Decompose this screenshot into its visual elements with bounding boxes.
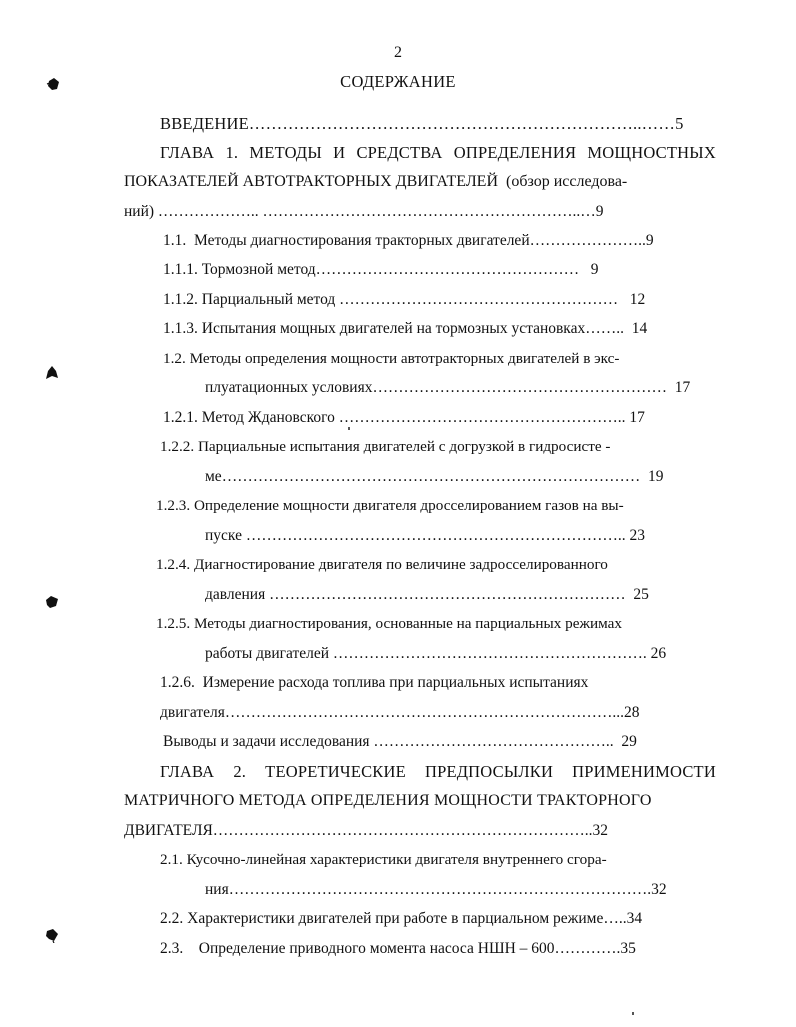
toc-chapter-1-line-1: [160, 143, 716, 163]
scan-speck: [632, 1012, 634, 1015]
word: МОЩНОСТНЫХ: [587, 143, 716, 162]
toc-entry-1-1-3: 1.1.3. Испытания мощных двигателей на тормозных установках…….. 14: [163, 320, 648, 337]
toc-entry-1-2-6-line-1: 1.2.6. Измерение расхода топлива при парциальных испытаниях: [160, 674, 589, 691]
binding-hole-mark-icon: [44, 365, 60, 381]
toc-entry-1-2-4-line-1: 1.2.4. Диагностирование двигателя по величине задросселированного: [156, 556, 608, 573]
word: ОПРЕДЕЛЕНИЯ: [453, 143, 577, 162]
toc-chapter-2-line-2: МАТРИЧНОГО МЕТОДА ОПРЕДЕЛЕНИЯ МОЩНОСТИ ТРАКТОРНОГО: [124, 792, 652, 809]
toc-chapter-2-line-1: [160, 762, 716, 782]
word: ГЛАВА: [160, 143, 215, 162]
toc-entry-1-1: 1.1. Методы диагностирования тракторных двигателей…………………..9: [163, 232, 654, 249]
toc-entry-1-2-2-line-1: 1.2.2. Парциальные испытания двигателей с догрузкой в гидросисте -: [160, 438, 611, 455]
toc-entry-1-2-line-2: плуатационных условиях………………………………………………… 17: [205, 379, 691, 396]
toc-entry-1-2-2-line-2: ме……………………………………………………………………… 19: [205, 468, 664, 485]
toc-chapter-2-line-3: ДВИГАТЕЛЯ………………………………………………………………..32: [124, 822, 609, 839]
toc-entry-1-2-3-line-2: пуске ……………………………………………………………….. 23: [205, 527, 645, 544]
binding-hole-mark-icon: [44, 594, 60, 610]
contents-title: СОДЕРЖАНИЕ: [340, 72, 456, 91]
toc-entry-1-1-2: 1.1.2. Парциальный метод ……………………………………………… 12: [163, 291, 646, 308]
scan-speck: [348, 427, 350, 430]
binding-hole-mark-icon: [46, 76, 62, 92]
toc-entry-2-2: 2.2. Характеристики двигателей при работе в парциальном режиме…..34: [160, 910, 643, 927]
word: ТЕОРЕТИЧЕСКИЕ: [265, 762, 406, 781]
toc-entry-1-2-5-line-1: 1.2.5. Методы диагностирования, основанные на парциальных режимах: [156, 615, 622, 632]
binding-hole-mark-icon: [44, 927, 60, 943]
toc-entry-introduction: ВВЕДЕНИЕ……………………………………………………………..……5: [160, 114, 684, 133]
toc-entry-2-1-line-1: 2.1. Кусочно-линейная характеристики двигателя внутреннего сгора-: [160, 851, 607, 868]
toc-chapter-1-line-3: ний) ……………….. ……………………………………………………..…9: [124, 203, 604, 220]
toc-entry-1-2-5-line-2: работы двигателей ……………………………………………………. 26: [205, 645, 667, 662]
word: СРЕДСТВА: [356, 143, 443, 162]
toc-entry-1-1-1: 1.1.1. Тормозной метод…………………………………………… 9: [163, 261, 599, 278]
toc-entry-2-1-line-2: ния……………………………………………………………………….32: [205, 881, 667, 898]
word: И: [333, 143, 346, 162]
toc-entry-1-2-3-line-1: 1.2.3. Определение мощности двигателя дросселированием газов на вы-: [156, 497, 624, 514]
word: 1.: [225, 143, 239, 162]
toc-entry-2-3: 2.3. Определение приводного момента насоса НШН – 600………….35: [160, 940, 636, 957]
page-number: 2: [394, 44, 402, 61]
word: ГЛАВА: [160, 762, 215, 781]
toc-entry-1-2-6-line-2: двигателя…………………………………………………………………...28: [160, 704, 640, 721]
toc-entry-1-2-1: 1.2.1. Метод Ждановского ……………………………………………….. 17: [163, 409, 645, 426]
word: ПРИМЕНИМОСТИ: [572, 762, 716, 781]
toc-entry-1-2-4-line-2: давления …………………………………………………………… 25: [205, 586, 649, 603]
toc-entry-conclusions: Выводы и задачи исследования ……………………………………….. 29: [163, 733, 637, 750]
word: 2.: [233, 762, 247, 781]
toc-entry-1-2-line-1: 1.2. Методы определения мощности автотракторных двигателей в экс-: [163, 350, 620, 367]
word: МЕТОДЫ: [249, 143, 322, 162]
toc-chapter-1-line-2: ПОКАЗАТЕЛЕЙ АВТОТРАКТОРНЫХ ДВИГАТЕЛЕЙ (обзор исследова-: [124, 173, 628, 190]
word: ПРЕДПОСЫЛКИ: [424, 762, 554, 781]
